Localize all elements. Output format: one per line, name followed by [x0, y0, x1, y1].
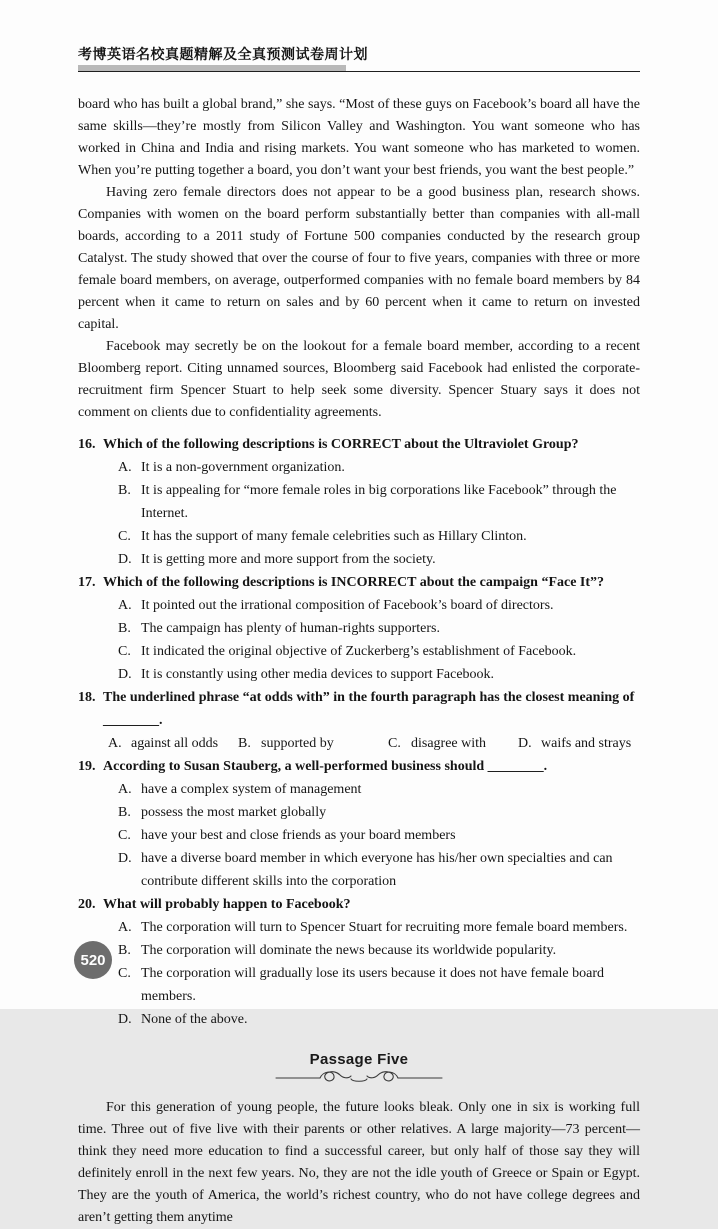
option-letter: C.	[388, 736, 401, 751]
option-text: The corporation will dominate the news because its worldwide popularity.	[141, 943, 557, 958]
option-text: The corporation will gradually lose its users because it does not have female board members.	[141, 966, 605, 1004]
question-number: 19.	[78, 759, 96, 774]
question-19-option-d	[78, 847, 640, 893]
question-18-option-c	[388, 732, 518, 755]
option-text: None of the above.	[141, 1012, 248, 1027]
option-letter: D.	[118, 552, 132, 567]
passage-four-paragraph-2: Having zero female directors does not appear to be a good business plan, research shows. Companies with women on the board perform substantially better than companies with all-mall boards, according to a 2011 study of Fortune 500 companies conducted by the research group Catalyst. The study showed that over the course of four to five years, companies with three or more female board members, on average, outperformed companies with no female board members by 84 percent when it came to return on sales and by 60 percent when it came to return on invested capital.	[78, 185, 640, 332]
option-text: It is getting more and more support from the society.	[141, 552, 436, 567]
option-letter: C.	[118, 966, 131, 981]
option-letter: D.	[118, 851, 132, 866]
option-letter: B.	[118, 943, 131, 958]
option-letter: D.	[518, 736, 532, 751]
question-17-stem	[78, 571, 640, 594]
option-letter: B.	[238, 736, 251, 751]
option-text: It pointed out the irrational composition of Facebook’s board of directors.	[141, 598, 554, 613]
question-stem-text: According to Susan Stauberg, a well-performed business should ________.	[103, 759, 548, 774]
question-16-option-c	[78, 525, 640, 548]
question-19-stem	[78, 755, 640, 778]
passage-five-paragraph: For this generation of young people, the future looks bleak. Only one in six is working full time. Three out of five live with their parents or other relatives. A large majority—73 percent—think they need more education to find a successful career, but only half of those say they will definitely enroll in the next few years. No, they are not the idle youth of Greece or Spain or Egypt. They are the youth of America, the world’s richest country, who do not have college degrees and aren’t getting them anytime	[78, 1100, 640, 1225]
question-20-stem	[78, 893, 640, 916]
option-letter: B.	[118, 621, 131, 636]
question-stem-text: Which of the following descriptions is CORRECT about the Ultraviolet Group?	[103, 437, 579, 452]
option-letter: C.	[118, 828, 131, 843]
question-18	[78, 686, 640, 755]
question-stem-text: What will probably happen to Facebook?	[103, 897, 351, 912]
option-letter: A.	[118, 782, 132, 797]
question-18-options-row	[78, 732, 640, 755]
question-20-option-d	[78, 1008, 640, 1031]
flourish-ornament-icon	[274, 1069, 444, 1085]
question-19	[78, 755, 640, 893]
option-letter: A.	[108, 736, 122, 751]
question-18-option-a	[108, 732, 238, 755]
question-19-option-b	[78, 801, 640, 824]
question-19-option-c	[78, 824, 640, 847]
question-number: 20.	[78, 897, 96, 912]
page-header	[78, 44, 640, 72]
option-text: possess the most market globally	[141, 805, 327, 820]
option-text: The corporation will turn to Spencer Stuart for recruiting more female board members.	[141, 920, 628, 935]
option-text: It is appealing for “more female roles in big corporations like Facebook” through the Internet.	[141, 483, 617, 521]
question-20-option-a	[78, 916, 640, 939]
option-text: supported by	[261, 736, 334, 751]
question-20-option-b	[78, 939, 640, 962]
question-16-stem	[78, 433, 640, 456]
question-stem-text: The underlined phrase “at odds with” in the fourth paragraph has the closest meaning of ________.	[103, 690, 635, 728]
option-text: It is a non-government organization.	[141, 460, 345, 475]
question-number: 16.	[78, 437, 96, 452]
question-20-option-c	[78, 962, 640, 1008]
passage-five-title: Passage Five	[309, 1051, 409, 1068]
header-underline-bar	[78, 65, 346, 71]
option-text: It has the support of many female celebrities such as Hillary Clinton.	[141, 529, 527, 544]
option-text: against all odds	[131, 736, 219, 751]
option-text: have a complex system of management	[141, 782, 362, 797]
option-letter: D.	[118, 1012, 132, 1027]
option-letter: A.	[118, 598, 132, 613]
passage-five-heading	[78, 1051, 640, 1085]
question-17-option-a	[78, 594, 640, 617]
question-17	[78, 571, 640, 686]
question-17-option-d	[78, 663, 640, 686]
option-text: It is constantly using other media devices to support Facebook.	[141, 667, 495, 682]
question-19-option-a	[78, 778, 640, 801]
question-17-option-b	[78, 617, 640, 640]
page-number-badge	[74, 941, 112, 979]
question-number: 18.	[78, 690, 96, 705]
question-17-option-c	[78, 640, 640, 663]
question-stem-text: Which of the following descriptions is INCORRECT about the campaign “Face It”?	[103, 575, 605, 590]
option-text: have your best and close friends as your board members	[141, 828, 456, 843]
option-text: It indicated the original objective of Zuckerberg’s establishment of Facebook.	[141, 644, 577, 659]
option-text: The campaign has plenty of human-rights supporters.	[141, 621, 440, 636]
page-number: 520	[80, 951, 106, 969]
option-letter: B.	[118, 483, 131, 498]
question-16-option-a	[78, 456, 640, 479]
question-18-option-d	[518, 732, 631, 755]
option-text: waifs and strays	[541, 736, 632, 751]
question-18-option-b	[238, 732, 388, 755]
passage-four-paragraph-3: Facebook may secretly be on the lookout for a female board member, according to a recent Bloomberg report. Citing unnamed sources, Bloomberg said Facebook had enlisted the corporate-recruitment firm Spencer Stuart to help seek some diversity. Spencer Stuary says it does not comment on clients due to confidentiality agreements.	[78, 339, 640, 420]
passage-four-paragraph-1: board who has built a global brand,” she says. “Most of these guys on Facebook’s board all have the same skills—they’re mostly from Silicon Valley and Washington. You want someone who has worked in China and India and rising markets. You want someone who has marketed to women. When you’re putting together a board, you don’t want your best friends, you want the best people.”	[78, 97, 640, 178]
option-letter: A.	[118, 920, 132, 935]
question-16-option-b	[78, 479, 640, 525]
option-letter: C.	[118, 644, 131, 659]
question-16	[78, 433, 640, 571]
question-number: 17.	[78, 575, 96, 590]
option-letter: C.	[118, 529, 131, 544]
option-letter: B.	[118, 805, 131, 820]
question-18-stem	[78, 686, 640, 732]
question-20	[78, 893, 640, 1031]
question-section	[78, 433, 640, 1031]
option-text: disagree with	[411, 736, 487, 751]
option-letter: D.	[118, 667, 132, 682]
option-letter: A.	[118, 460, 132, 475]
header-title: 考博英语名校真题精解及全真预测试卷周计划	[78, 47, 368, 63]
question-16-option-d	[78, 548, 640, 571]
option-text: have a diverse board member in which everyone has his/her own specialties and can contribute different skills into the corporation	[141, 851, 613, 889]
